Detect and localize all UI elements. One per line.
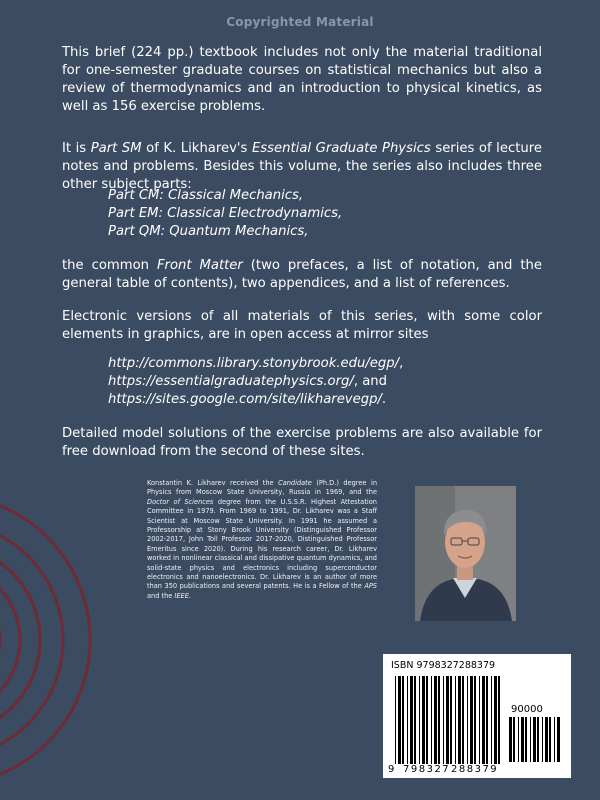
- barcode-bar: [545, 717, 548, 762]
- barcode-image: [383, 654, 571, 778]
- barcode-bar: [443, 676, 444, 764]
- author-bio: [147, 479, 377, 601]
- barcode-bar: [474, 676, 476, 764]
- watermark: Copyrighted Material: [226, 15, 374, 29]
- digit-group-1: 798327: [403, 764, 451, 775]
- barcode-bar: [513, 717, 515, 762]
- barcode-bar: [530, 717, 531, 762]
- barcode-bar: [419, 676, 420, 764]
- barcode-bar: [450, 676, 452, 764]
- arc-ring: [0, 565, 20, 715]
- solutions-paragraph: Detailed model solutions of the exercise problems are also available for free download from the second of these sites.: [62, 426, 542, 459]
- url-link[interactable]: http://commons.library.stonybrook.edu/egp/: [108, 356, 400, 371]
- series-suffix: series of lecture notes and problems. Besides this volume, the series also includes three other subject parts:: [62, 141, 542, 192]
- barcode-bar: [438, 676, 440, 764]
- barcode-block: [383, 654, 571, 778]
- barcode-bar: [542, 717, 543, 762]
- part-item: Part CM: Classical Mechanics,: [108, 188, 304, 203]
- price-code: 90000: [511, 704, 543, 715]
- bio-italic: APS: [364, 582, 377, 591]
- barcode-bar: [414, 676, 416, 764]
- series-prefix: It is: [62, 141, 91, 156]
- electronic-paragraph: Electronic versions of all materials of this series, with some color elements in graphics, are in open access at mirror sites: [62, 309, 542, 342]
- barcode-bar: [398, 676, 401, 764]
- part-item: Part EM: Classical Electrodynamics,: [108, 206, 343, 221]
- barcode-bar: [482, 676, 485, 764]
- barcode-bar: [407, 676, 408, 764]
- front-matter-prefix: the common: [62, 258, 157, 273]
- barcode-bar: [533, 717, 536, 762]
- arc-ring: [0, 495, 90, 785]
- bio-text: (Ph.D.) degree in Physics from Moscow State University, Russia in 1969, and the: [147, 479, 377, 497]
- barcode-bar: [509, 717, 512, 762]
- barcode-bar: [521, 717, 524, 762]
- part-name: Part SM: [90, 141, 142, 156]
- url-suffix: .: [381, 392, 387, 407]
- parts-list: [108, 187, 342, 241]
- barcode-bar: [554, 717, 555, 762]
- url-link[interactable]: https://essentialgraduatephysics.org/: [108, 374, 354, 389]
- barcode-bar: [434, 676, 437, 764]
- arc-ring: [0, 522, 63, 758]
- digit-group-2: 288379: [451, 764, 499, 775]
- barcode-bar: [557, 717, 560, 762]
- url-list: [108, 355, 403, 409]
- bio-italic: Doctor of Sciences: [147, 497, 214, 506]
- barcode-bar: [446, 676, 449, 764]
- series-name: Essential Graduate Physics: [251, 141, 431, 156]
- barcode-bar: [422, 676, 425, 764]
- intro-paragraph: This brief (224 pp.) textbook includes not only the material traditional for one-semester graduate courses on statistical mechanics but also a review of thermodynamics and an introduction to physical kinetics, as well as 156 exercise problems.: [62, 45, 542, 114]
- bio-italic: Candidate: [278, 479, 312, 487]
- barcode-bar: [458, 676, 461, 764]
- front-matter-paragraph: [62, 257, 542, 293]
- bio-text: and the: [147, 591, 175, 600]
- barcode-bar: [491, 676, 492, 764]
- isbn-label: ISBN 9798327288379: [391, 660, 496, 671]
- barcode-bar: [467, 676, 468, 764]
- barcode-bar: [426, 676, 428, 764]
- barcode-bar: [455, 676, 456, 764]
- url-link[interactable]: https://sites.google.com/site/likharevegp/: [108, 392, 382, 407]
- barcode-bar: [486, 676, 488, 764]
- barcode-bar: [537, 717, 539, 762]
- bio-text: .: [188, 591, 191, 600]
- barcode-bar: [410, 676, 413, 764]
- barcode-bar: [470, 676, 473, 764]
- barcode-bar: [395, 676, 396, 764]
- author-photo: [415, 486, 516, 621]
- barcode-bar: [494, 676, 497, 764]
- barcode-bar: [402, 676, 404, 764]
- url-separator: ,: [399, 356, 404, 371]
- series-middle: of K. Likharev's: [141, 141, 252, 156]
- series-paragraph: [62, 140, 542, 194]
- part-item: Part QM: Quantum Mechanics,: [108, 224, 309, 239]
- barcode-bar: [462, 676, 464, 764]
- barcode-bar: [518, 717, 519, 762]
- barcode-bar: [479, 676, 480, 764]
- bio-italic: IEEE: [174, 591, 189, 600]
- front-matter-name: Front Matter: [156, 258, 243, 273]
- barcode-bar: [525, 717, 527, 762]
- url-suffix: , and: [353, 374, 388, 389]
- bio-text: Konstantin K. Likharev received the: [147, 479, 279, 487]
- barcode-bar: [498, 676, 500, 764]
- bio-text: degree from the U.S.S.R. Highest Attestation Committee in 1979. From 1969 to 1991, Dr. Likharev was a Staff Scientist at Moscow State University. In 1991 he assumed a Professorship at Stony Brook University (Distinguished Professor 2002-2017, John Toll Professor 2017-2020, Distinguished Professor Emeritus since 2020). During his research career, Dr. Likharev worked in nonlinear classical and dissipative quantum dynamics, and solid-state physics and electronics including superconductor electronics and nanoelectronics. Dr. Likharev is an author of more than 350 publications and several patents. He is a Fellow of the: [147, 497, 377, 591]
- barcode-bar: [549, 717, 551, 762]
- lead-digit: 9: [388, 764, 395, 775]
- barcode-bar: [431, 676, 432, 764]
- front-matter-suffix: (two prefaces, a list of notation, and the general table of contents), two appendices, and a list of references.: [62, 258, 542, 291]
